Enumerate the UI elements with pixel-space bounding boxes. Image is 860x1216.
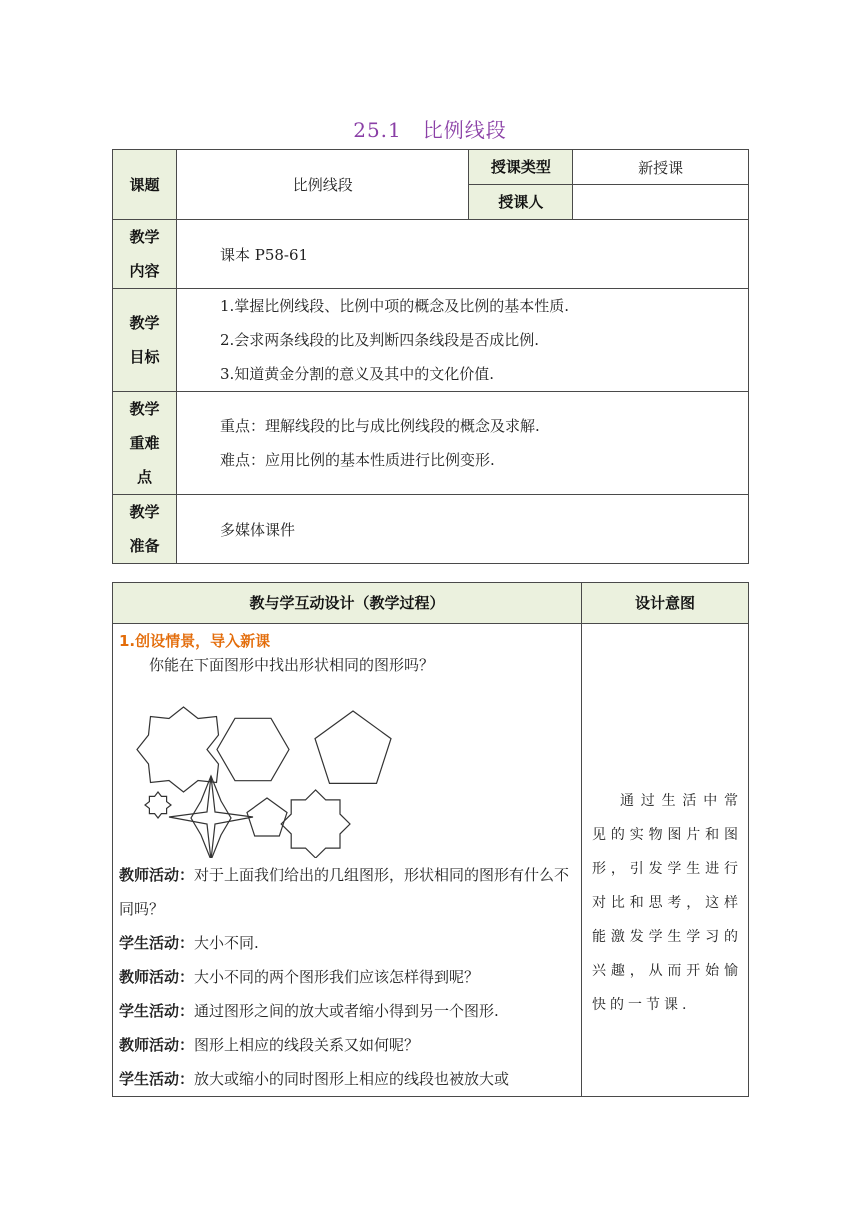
intent-cell: [582, 624, 749, 1097]
prep-value: 多媒体课件: [176, 495, 748, 564]
eight-point-star-small: [145, 792, 171, 818]
lesson-type-value: 新授课: [573, 150, 749, 185]
goal-item: 2.会求两条线段的比及判断四条线段是否成比例.: [219, 331, 540, 349]
eight-point-star-medium: [281, 790, 350, 858]
section-question: 你能在下面图形中找出形状相同的图形吗？: [149, 656, 435, 674]
content-value: 课本 P58-61: [176, 220, 748, 289]
hexagon: [217, 718, 289, 780]
dialogue-line: 学生活动：通过图形之间的放大或者缩小得到另一个图形.: [119, 1002, 499, 1020]
lesson-type-label: 授课类型: [469, 150, 573, 185]
process-table: [112, 582, 749, 1097]
goal-item: 1.掌握比例线段、比例中项的概念及比例的基本性质.: [219, 297, 570, 315]
teacher-label: 授课人: [469, 185, 573, 220]
process-content: [113, 624, 582, 1097]
four-point-star-large: [191, 776, 231, 858]
dialogue: [119, 858, 575, 1096]
eight-point-star-large: [137, 707, 219, 792]
goals-label: 教学目标: [113, 289, 177, 392]
dialogue-line: 学生活动：放大或缩小的同时图形上相应的线段也被放大或: [119, 1070, 510, 1088]
content-label: 教学内容: [113, 220, 177, 289]
dialogue-line: 学生活动：大小不同.: [119, 934, 259, 952]
goal-item: 3.知道黄金分割的意义及其中的文化价值.: [219, 365, 495, 383]
process-header: 教与学互动设计（教学过程）: [113, 583, 582, 624]
key-points-list: [176, 392, 748, 495]
goals-list: [176, 289, 748, 392]
topic-value: 比例线段: [176, 150, 468, 220]
prep-label: 教学准备: [113, 495, 177, 564]
dialogue-line: 教师活动：对于上面我们给出的几组图形，形状相同的图形有什么不同吗？: [119, 866, 570, 918]
dialogue-line: 教师活动：大小不同的两个图形我们应该怎样得到呢？: [119, 968, 480, 986]
dialogue-line: 教师活动：图形上相应的线段关系又如何呢？: [119, 1036, 420, 1054]
intent-header: 设计意图: [582, 583, 749, 624]
shapes-figure: [119, 678, 575, 858]
page-title: 25.1 比例线段: [353, 118, 507, 142]
teacher-value: [573, 185, 749, 220]
key-point-item: 重点：理解线段的比与成比例线段的概念及求解.: [219, 417, 540, 435]
four-point-star-large-arms: [169, 776, 253, 858]
key-point-item: 难点：应用比例的基本性质进行比例变形.: [219, 451, 495, 469]
section-title: 1.创设情景，导入新课: [119, 632, 271, 650]
key-points-label: 教学重难点: [113, 392, 177, 495]
design-intent-text: 通过生活中常见的实物图片和图形，引发学生进行对比和思考，这样能激发学生学习的兴趣，从而开始愉快的一节课.: [592, 793, 742, 1013]
lesson-info-table: [112, 149, 749, 564]
pentagon-large: [315, 711, 391, 783]
topic-label: 课题: [113, 150, 177, 220]
